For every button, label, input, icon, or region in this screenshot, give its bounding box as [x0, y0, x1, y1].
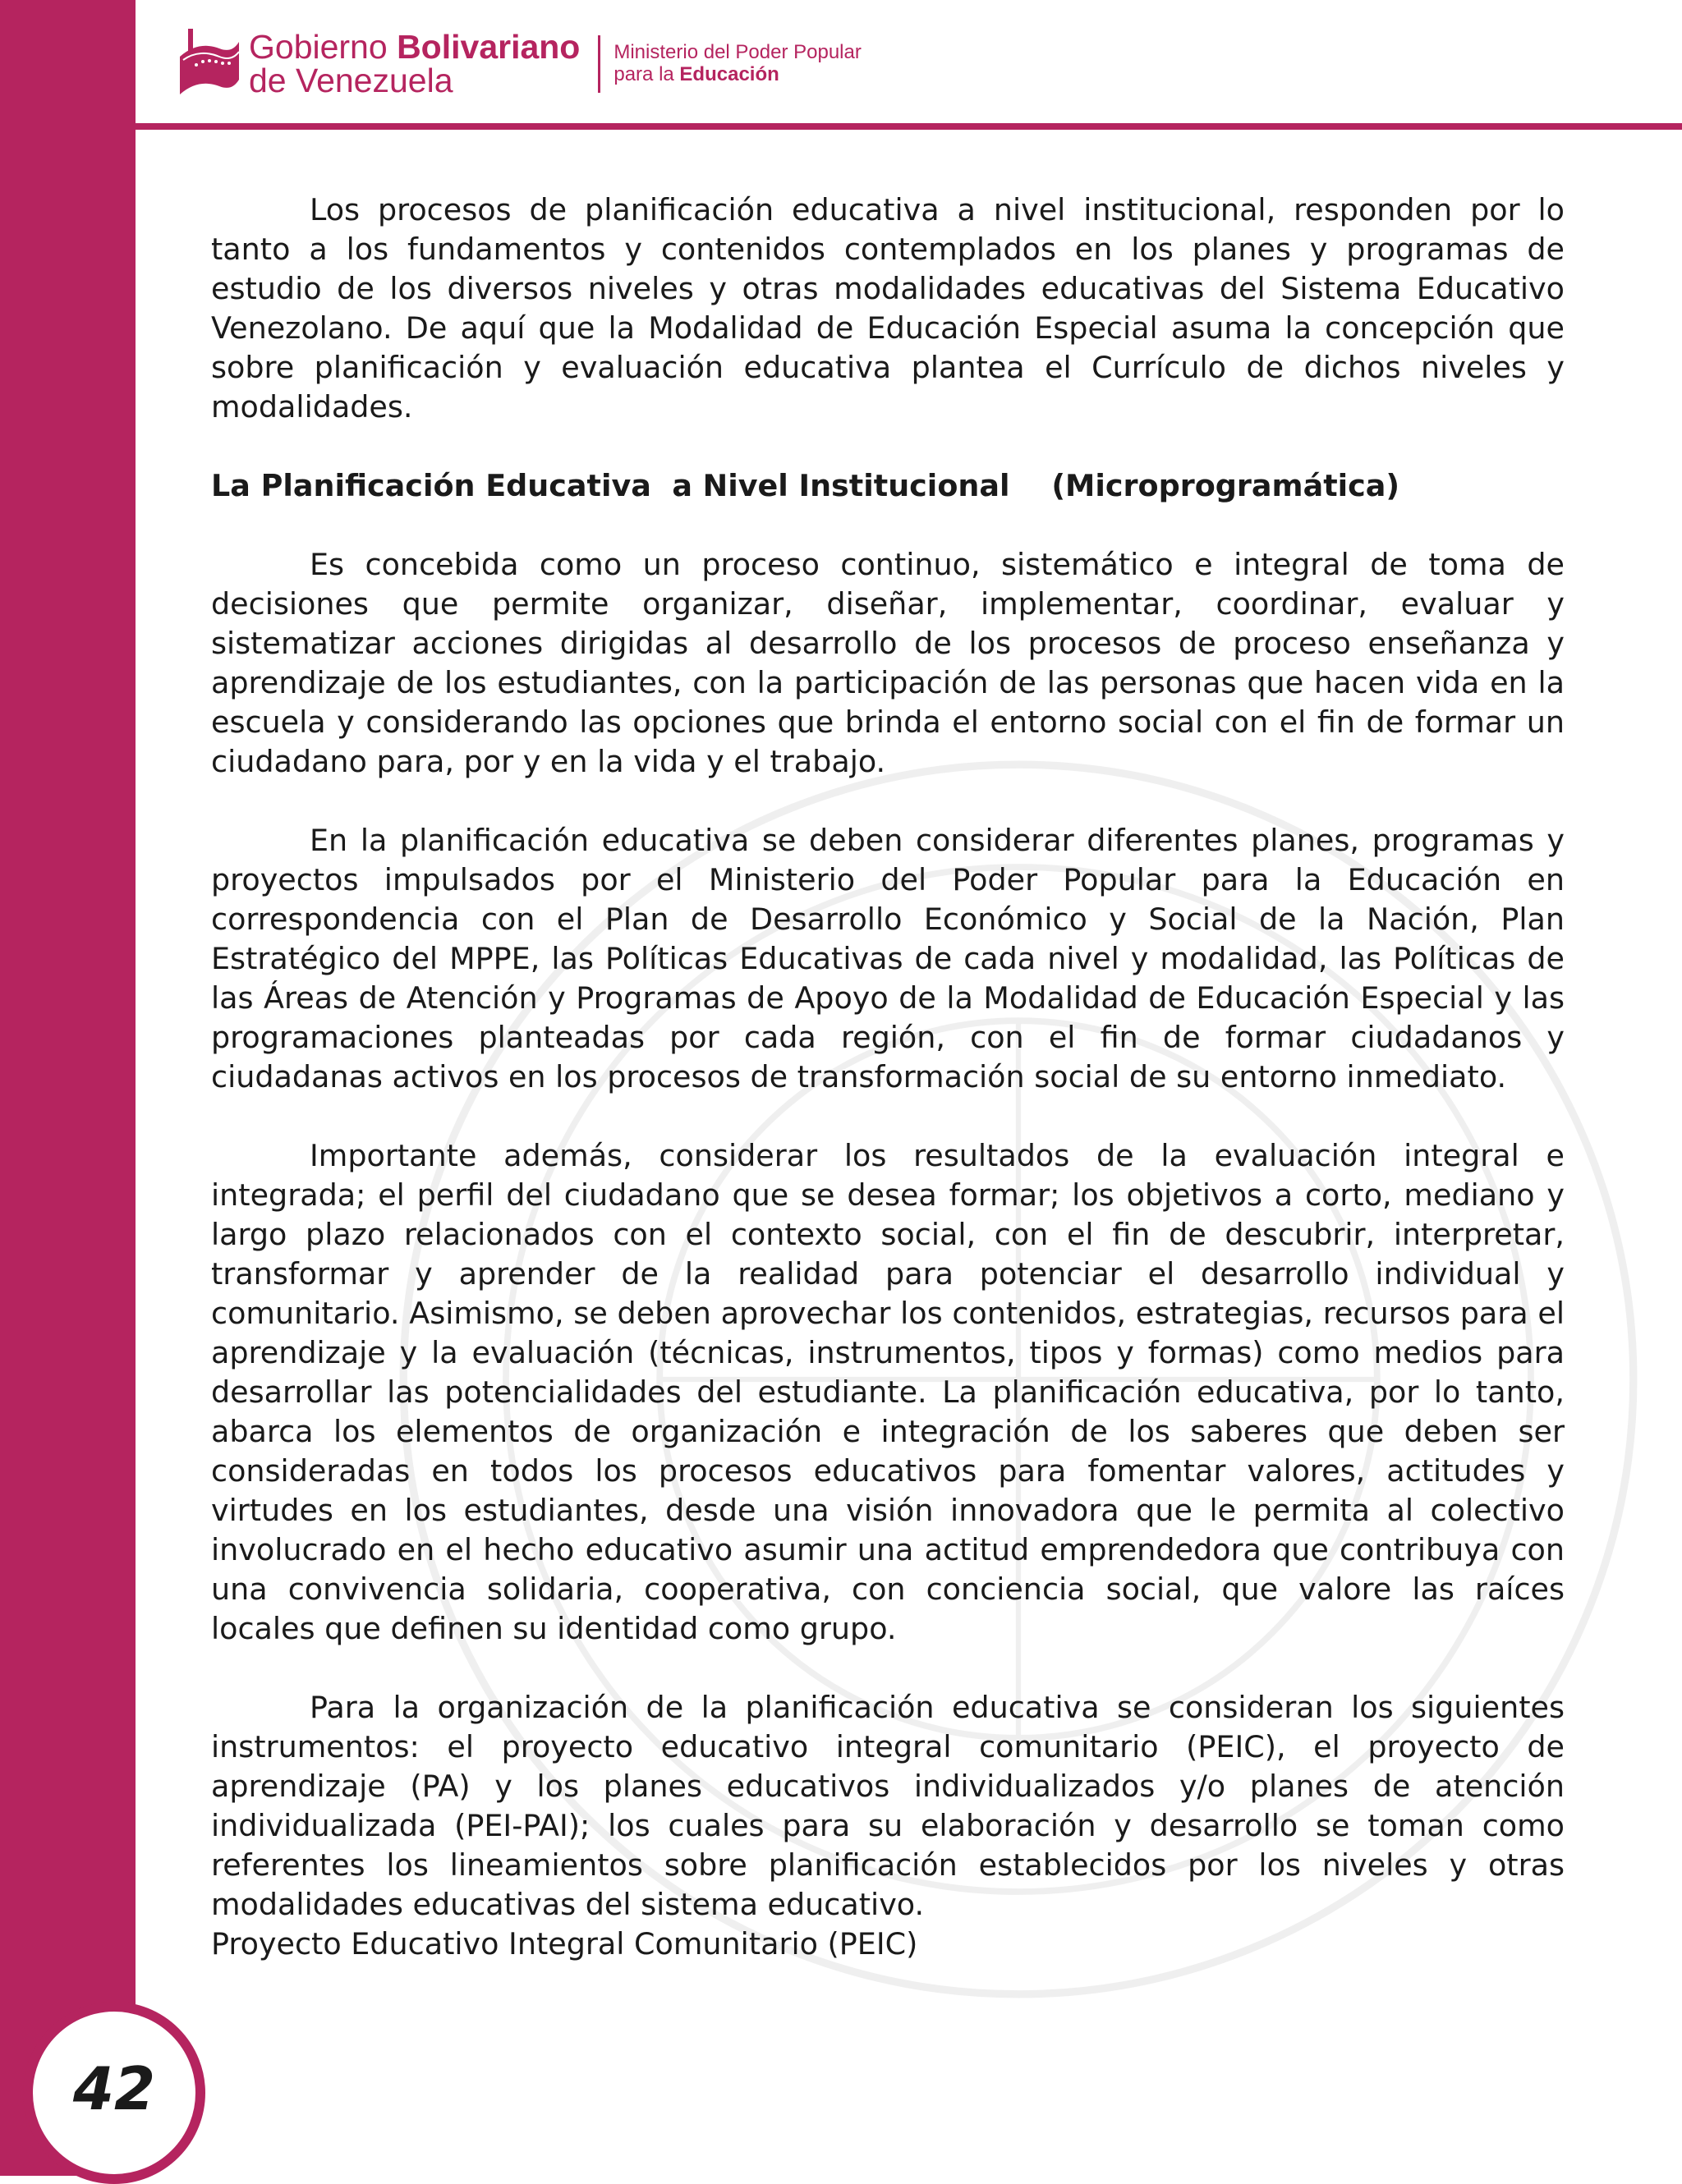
left-accent-bar: [0, 0, 136, 2176]
paragraph-3: En la planificación educativa se deben considerar diferentes planes, programas y proyectos impulsados por el Ministerio del Poder Popular para la Educación en correspondencia con el Plan de Desarrollo Económico y Social de la Nación, Plan Estratégico del MPPE, las Políticas Educativas de cada nivel y modalidad, las Políticas de las Áreas de Atención y Programas de Apoyo de la Modalidad de Educación Especial y las programaciones planteadas por cada región, con el fin de formar ciudadanos y ciudadanas activos en los procesos de transformación social de su entorno inmediato.: [211, 823, 1565, 1094]
gov-word-2: Bolivariano: [397, 28, 581, 66]
paragraph-5-last-line: Proyecto Educativo Integral Comunitario (PEIC): [211, 1926, 918, 1961]
paragraph-2: Es concebida como un proceso continuo, sistemático e integral de toma de decisiones que permite organizar, diseñar, implementar, coordinar, evaluar y sistematizar acciones dirigidas al desarrollo de los procesos de proceso enseñanza y aprendizaje de los estudiantes, con la participación de las personas que hacen vida en la escuela y considerando las opciones que brinda el entorno social con el fin de formar un ciudadano para, por y en la vida y el trabajo.: [211, 547, 1565, 779]
ministry-line-2-bold: Educación: [679, 63, 779, 85]
page-number: 42: [72, 2054, 156, 2123]
document-body: [211, 190, 1565, 1964]
paragraph-1: Los procesos de planificación educativa a nivel institucional, responden por lo tanto a los fundamentos y contenidos contemplados en los planes y programas de estudio de los diversos niveles y otras modalidades educativas del Sistema Educativo Venezolano. De aquí que la Modalidad de Educación Especial asuma la concepción que sobre planificación y evaluación educativa plantea el Currículo de dichos niveles y modalidades.: [211, 192, 1565, 424]
government-name: [249, 30, 580, 98]
gov-line-2: de Venezuela: [249, 62, 453, 99]
ministry-line-1: Ministerio del Poder Popular: [614, 41, 862, 64]
government-logo: [177, 23, 862, 105]
header-divider-line: [136, 123, 1682, 130]
page-number-badge: [23, 2002, 205, 2184]
paragraph-4: Importante además, considerar los resultados de la evaluación integral e integrada; el perfil del ciudadano que se desea formar; los objetivos a corto, mediano y largo plazo relacionados con el contexto social, con el fin de descubrir, interpretar, transformar y aprender de la realidad para potenciar el desarrollo individual y comunitario. Asimismo, se deben aprovechar los contenidos, estrategias, recursos para el aprendizaje y la evaluación (técnicas, instrumentos, tipos y formas) como medios para desarrollar las potencialidades del estudiante. La planificación educativa, por lo tanto, abarca los elementos de organización e integración de los saberes que deben ser consideradas en todos los procesos educativos para fomentar valores, actitudes y virtudes en los estudiantes, desde una visión innovadora que le permita al colectivo involucrado en el hecho educativo asumir una actitud emprendedora que contribuya con una convivencia solidaria, cooperativa, con conciencia social, que valore las raíces locales que definen su identidad como grupo.: [211, 1138, 1565, 1646]
ministry-line-2-prefix: para la: [614, 63, 674, 85]
section-heading: La Planificación Educativa a Nivel Institucional (Microprogramática): [211, 468, 1400, 503]
flag-icon: [177, 27, 242, 101]
logo-divider: [598, 35, 600, 93]
paragraph-5: Para la organización de la planificación educativa se consideran los siguientes instrumentos: el proyecto educativo integral comunitario (PEIC), el proyecto de aprendizaje (PA) y los planes educativos individualizados y/o planes de atención individualizada (PEI-PAI); los cuales para su elaboración y desarrollo se toman como referentes los lineamientos sobre planificación establecidos por los niveles y otras modalidades educativas del sistema educativo.: [211, 1690, 1565, 1922]
gov-word-1: Gobierno: [249, 28, 388, 66]
ministry-name: [614, 42, 862, 86]
